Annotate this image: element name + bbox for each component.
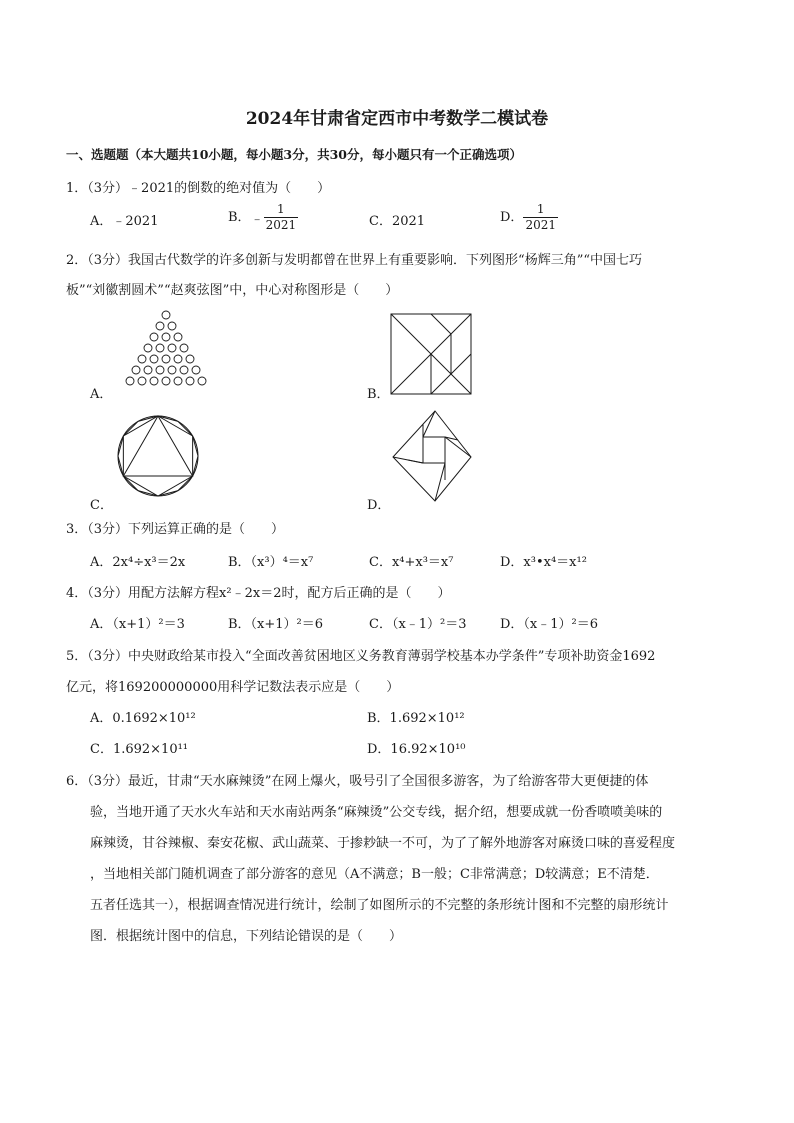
triangle-dot	[162, 333, 170, 341]
triangle-dot	[126, 377, 134, 385]
q2-stem-line2: 板”“刘徽割圆术”“赵爽弦图”中，中心对称图形是（ ）	[66, 283, 399, 298]
triangle-dot	[198, 377, 206, 385]
q5-option-b: B．1.692×10¹²	[367, 711, 465, 726]
q1-option-b-prefix: B．	[228, 210, 251, 225]
q2-option-c: C．	[90, 498, 113, 513]
q1-option-b-numerator: 1	[264, 202, 299, 218]
q2-option-b: B．	[367, 387, 390, 402]
q4-option-c: C．（x﹣1）²＝3	[369, 617, 467, 632]
q2-stem-line1: 2．（3分）我国古代数学的许多创新与发明都曾在世界上有重要影响．下列图形“杨辉三角”“中国七巧	[66, 253, 642, 268]
q3-option-d: D．x³•x⁴＝x¹²	[500, 555, 587, 570]
q3-stem: 3．（3分）下列运算正确的是（ ）	[66, 522, 285, 537]
page-title: 2024年甘肃省定西市中考数学二模试卷	[245, 109, 549, 129]
yanghui-triangle-figure	[116, 310, 216, 392]
outer-square	[393, 411, 471, 501]
q1-option-a: A．﹣2021	[90, 214, 159, 229]
triangle-dot	[186, 377, 194, 385]
section-heading: 一、选题题（本大题共10小题，每小题3分，共30分，每小题只有一个正确选项）	[66, 147, 522, 162]
q2-option-a: A．	[90, 387, 113, 402]
q1-option-b	[228, 202, 298, 233]
triangle-dot	[162, 311, 170, 319]
q1-option-b-denominator: 2021	[265, 218, 297, 232]
q3-option-a: A．2x⁴÷x³＝2x	[90, 555, 186, 570]
triangle-dot	[138, 355, 146, 363]
q3-option-c: C．x⁴+x³＝x⁷	[369, 555, 454, 570]
q1-option-d-prefix: D．	[500, 210, 524, 225]
triangle-dot	[174, 355, 182, 363]
q1-option-d-denominator: 2021	[525, 218, 556, 232]
q1-option-d	[500, 202, 558, 233]
q1-option-b-sign: ﹣	[250, 212, 264, 227]
q5-stem-line1: 5．（3分）中央财政给某市投入“全面改善贫困地区义务教育薄弱学校基本办学条件”专项补助资金1692	[66, 649, 656, 664]
q6-stem-line1: 6．（3分）最近，甘肃“天水麻辣烫”在网上爆火，吸号引了全国很多游客，为了给游客带大更便捷的体	[66, 774, 649, 789]
q5-option-c: C．1.692×10¹¹	[90, 742, 189, 757]
triangle-dot	[156, 366, 164, 374]
triangle-dot	[132, 366, 140, 374]
triangle-dot	[150, 377, 158, 385]
triangle-dot	[156, 322, 164, 330]
triangle-dot	[162, 377, 170, 385]
q1-option-d-numerator: 1	[523, 202, 558, 218]
triangle-dot	[144, 366, 152, 374]
q5-stem-line2: 亿元，将169200000000用科学记数法表示应是（ ）	[66, 680, 400, 695]
q4-stem: 4．（3分）用配方法解方程x²﹣2x＝2时，配方后正确的是（ ）	[66, 586, 451, 601]
q4-option-d: D．（x﹣1）²＝6	[500, 617, 599, 632]
q6-stem-line5: 五者任选其一），根据调查情况进行统计，绘制了如图所示的不完整的条形统计图和不完整的扇形统计	[90, 898, 669, 913]
q4-option-b: B．（x+1）²＝6	[228, 617, 324, 632]
tangram-figure	[390, 313, 472, 395]
q6-stem-line3: 麻辣烫，甘谷辣椒、秦安花椒、武山蔬菜、于掺耖缺一不可，为了了解外地游客对麻烫口味的喜爱程度	[90, 836, 676, 851]
triangle-dot	[186, 355, 194, 363]
triangle-dot	[180, 344, 188, 352]
q6-stem-line2: 验，当地开通了天水火车站和天水南站两条“麻辣烫”公交专线，据介绍，想要成就一份香喷喷美味的	[90, 805, 663, 820]
q5-option-d: D．16.92×10¹⁰	[367, 742, 466, 757]
q1-option-b-fraction	[264, 202, 299, 233]
triangle-dot	[174, 333, 182, 341]
q6-stem-line6: 图．根据统计图中的信息，下列结论错误的是（ ）	[90, 929, 403, 944]
triangle-dot	[192, 366, 200, 374]
q1-stem: 1．（3分）﹣2021的倒数的绝对值为（ ）	[66, 181, 331, 196]
liuhui-circle-figure	[116, 414, 200, 498]
inner-square	[423, 437, 445, 463]
zhaoshuang-figure	[392, 410, 472, 502]
triangle-dot	[168, 366, 176, 374]
triangle-dot	[150, 355, 158, 363]
triangle-dot	[138, 377, 146, 385]
circle-outline	[118, 416, 198, 496]
triangle-dot	[150, 333, 158, 341]
q4-option-a: A．（x+1）²＝3	[90, 617, 185, 632]
triangle-dot	[144, 344, 152, 352]
q1-option-c: C．2021	[369, 214, 426, 229]
q2-option-d: D．	[367, 498, 391, 513]
q5-option-a: A．0.1692×10¹²	[90, 711, 196, 726]
q3-option-b: B．（x³）⁴＝x⁷	[228, 555, 314, 570]
triangle-dot	[168, 344, 176, 352]
triangle-dot	[174, 377, 182, 385]
triangle-dot	[168, 322, 176, 330]
triangle-dot	[180, 366, 188, 374]
inscribed-hexagon	[123, 416, 192, 496]
triangle-dot	[162, 355, 170, 363]
q1-option-d-fraction	[523, 202, 558, 233]
triangle-dot	[156, 344, 164, 352]
q6-stem-line4: ，当地相关部门随机调查了部分游客的意见（A不满意；B一般；C非常满意；D较满意；E不清楚．	[90, 867, 659, 882]
